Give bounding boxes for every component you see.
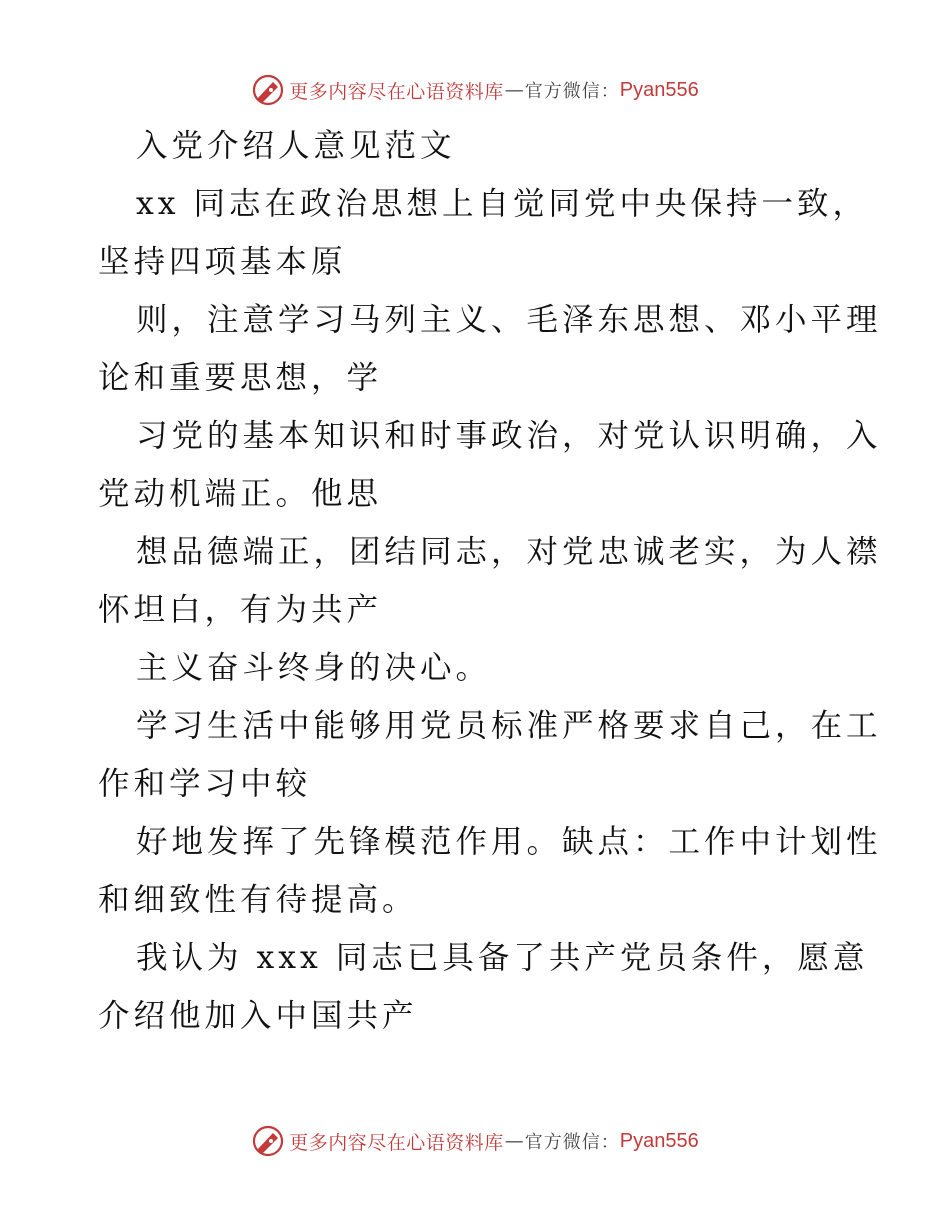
watermark-wechat-label: 官方微信： [524, 81, 620, 102]
document-body [98, 117, 882, 1045]
text-line: 我认为 xxx 同志已具备了共产党员条件，愿意 [136, 940, 869, 976]
header-watermark [0, 70, 950, 110]
pen-nib-logo-icon [251, 73, 285, 107]
text-line: 怀坦白，有为共产 [98, 592, 383, 628]
watermark-site-text: 更多内容尽在心语资料库 [289, 80, 504, 103]
text-line: 学习生活中能够用党员标准严格要求自己，在工 [136, 708, 882, 744]
text-line: 想品德端正，团结同志，对党忠诚老实，为人襟 [136, 534, 882, 570]
text-line: 坚持四项基本原 [98, 244, 347, 280]
watermark-wechat-id: Pyan556 [619, 1129, 699, 1152]
text-line: 介绍他加入中国共产 [98, 998, 418, 1034]
watermark-wechat-id: Pyan556 [619, 78, 699, 101]
text-line: 论和重要思想，学 [98, 360, 383, 396]
text-line: xx 同志在政治思想上自觉同党中央保持一致， [136, 186, 869, 222]
text-line: 和细致性有待提高。 [98, 882, 418, 918]
text-line: 作和学习中较 [98, 766, 312, 802]
footer-watermark [0, 1121, 950, 1161]
watermark-separator: — [504, 1130, 524, 1152]
pen-nib-logo-icon [251, 1124, 285, 1158]
text-line: 党动机端正。他思 [98, 476, 383, 512]
watermark-site-text: 更多内容尽在心语资料库 [289, 1131, 504, 1154]
document-title: 入党介绍人意见范文 [136, 128, 456, 164]
text-line: 则，注意学习马列主义、毛泽东思想、邓小平理 [136, 302, 882, 338]
text-line: 好地发挥了先锋模范作用。缺点：工作中计划性 [136, 824, 882, 860]
watermark-separator: — [504, 79, 524, 101]
watermark-wechat-label: 官方微信： [524, 1132, 620, 1153]
text-line: 主义奋斗终身的决心。 [136, 650, 492, 686]
text-line: 习党的基本知识和时事政治，对党认识明确，入 [136, 418, 882, 454]
